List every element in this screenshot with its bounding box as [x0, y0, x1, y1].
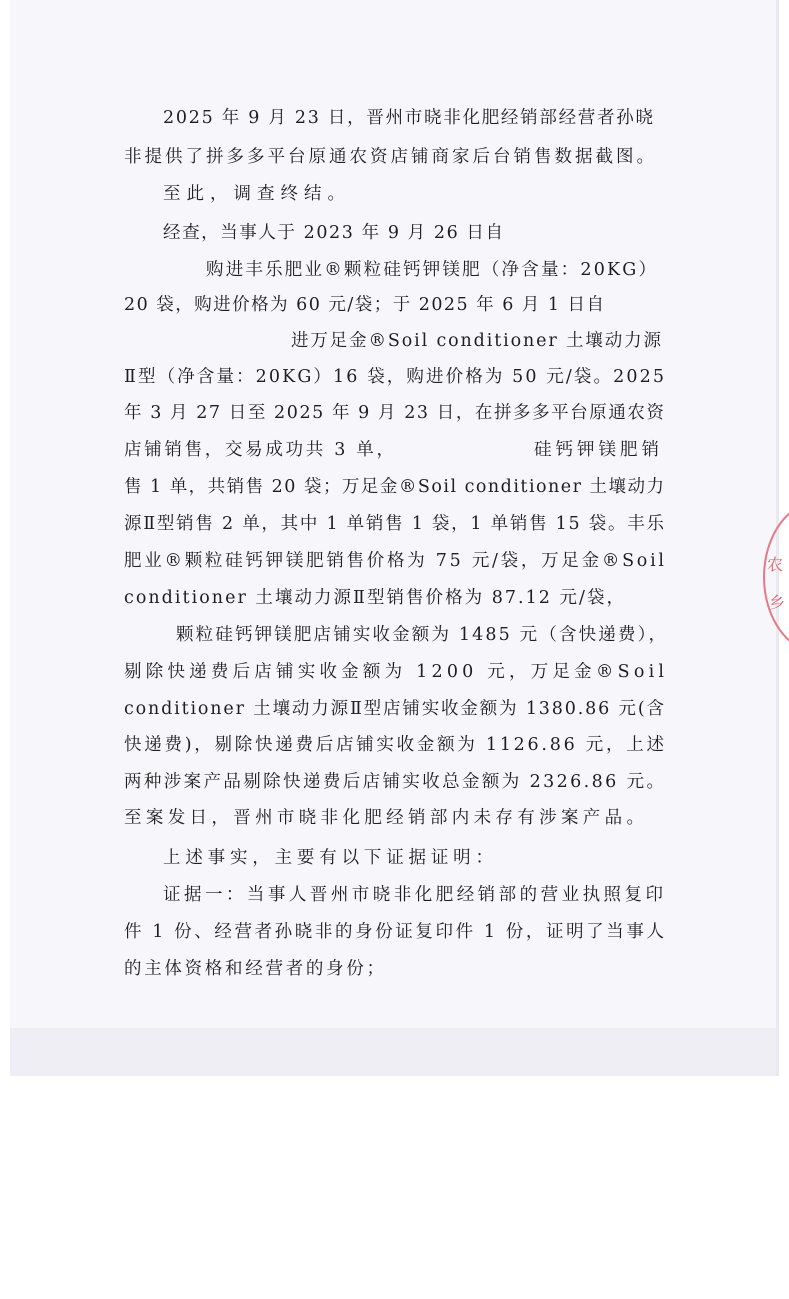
- page-bottom-band: [10, 1028, 776, 1076]
- text-line: 年 3 月 27 日至 2025 年 9 月 23 日，在拼多多平台原通农资: [124, 403, 666, 423]
- seal-char: 农: [767, 555, 784, 574]
- text-line: 店铺销售，交易成功共 3 单，: [124, 440, 397, 460]
- text-line: 证据一：当事人晋州市晓非化肥经销部的营业执照复印: [163, 885, 667, 905]
- seal-ring: [763, 500, 789, 650]
- text-line: 非提供了拼多多平台原通农资店铺商家后台销售数据截图。: [124, 147, 657, 167]
- text-line: 20 袋，购进价格为 60 元/袋；于 2025 年 6 月 1 日自: [124, 295, 606, 315]
- text-line: 售 1 单，共销售 20 袋；万足金®Soil conditioner 土壤动力: [124, 477, 666, 497]
- red-seal-stamp: [755, 500, 789, 650]
- text-line: 至此，调查终结。: [163, 184, 351, 204]
- text-line: 件 1 份、经营者孙晓非的身份证复印件 1 份，证明了当事人: [124, 922, 667, 942]
- text-line: 购进丰乐肥业®颗粒硅钙钾镁肥（净含量：20KG）: [206, 260, 659, 280]
- text-line: 源Ⅱ型销售 2 单，其中 1 单销售 1 袋，1 单销售 15 袋。丰乐: [124, 514, 666, 534]
- text-line: 颗粒硅钙钾镁肥店铺实收金额为 1485 元（含快递费），: [176, 625, 669, 645]
- text-line: 快递费)，剔除快递费后店铺实收金额为 1126.86 元，上述: [124, 735, 667, 755]
- text-line: Ⅱ型（净含量：20KG）16 袋，购进价格为 50 元/袋。2025: [124, 367, 667, 387]
- text-line: 的主体资格和经营者的身份；: [124, 959, 387, 979]
- text-line: conditioner 土壤动力源Ⅱ型销售价格为 87.12 元/袋，: [124, 588, 627, 608]
- text-line: conditioner 土壤动力源Ⅱ型店铺实收金额为 1380.86 元(含: [124, 699, 666, 719]
- text-line: 上述事实，主要有以下证据证明：: [163, 848, 498, 868]
- text-line: 进万足金®Soil conditioner 土壤动力源: [291, 331, 663, 351]
- text-line: 经查，当事人于 2023 年 9 月 26 日自: [163, 223, 505, 243]
- text-line: 2025 年 9 月 23 日，晋州市晓非化肥经销部经营者孙晓: [163, 108, 655, 128]
- text-line: 肥业®颗粒硅钙钾镁肥销售价格为 75 元/袋，万足金®Soil: [124, 551, 667, 571]
- seal-char: 乡: [769, 593, 786, 612]
- text-line: 剔除快递费后店铺实收金额为 1200 元，万足金®Soil: [124, 662, 669, 682]
- text-line: 两种涉案产品剔除快递费后店铺实收总金额为 2326.86 元。: [124, 772, 667, 792]
- text-line: 硅钙钾镁肥销: [534, 440, 663, 460]
- text-line: 至案发日，晋州市晓非化肥经销部内未存有涉案产品。: [124, 808, 649, 828]
